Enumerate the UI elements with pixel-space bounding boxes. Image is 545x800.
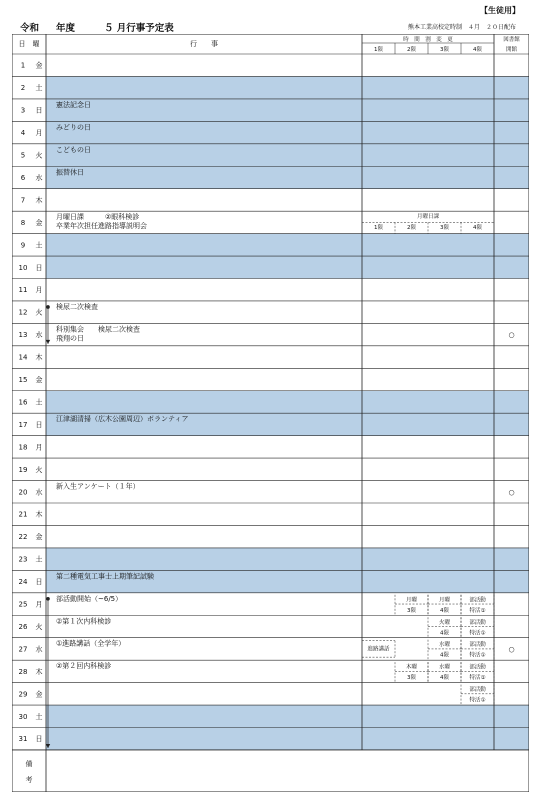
weekday: 月 <box>35 600 43 609</box>
weekday: 金 <box>35 61 43 70</box>
day-number: 27 <box>18 645 28 654</box>
time-change-header: 時 間 割 変 更 <box>403 37 453 43</box>
schedule-change-subject: 水曜 <box>438 642 451 649</box>
day-number: 18 <box>18 443 28 452</box>
day-number: 24 <box>18 578 28 587</box>
weekday: 水 <box>35 331 43 340</box>
weekday: 土 <box>35 241 43 250</box>
day-number: 20 <box>18 488 28 497</box>
weekday: 日 <box>35 735 43 744</box>
event-text: 憲法記念日 <box>56 100 91 109</box>
day-number: 10 <box>18 263 28 272</box>
day-number: 6 <box>20 173 26 182</box>
day-number: 17 <box>18 420 28 429</box>
event-text: 江津湖清掃（広木公園周辺）ボランティア <box>56 415 189 424</box>
weekday: 月 <box>35 129 43 138</box>
event-text: 新入生アンケート（１年） <box>56 482 140 491</box>
weekday: 火 <box>35 151 43 160</box>
weekday: 木 <box>35 196 43 205</box>
day-number: 9 <box>20 241 26 250</box>
schedule-change-period: 3限 <box>440 225 449 232</box>
weekday: 水 <box>35 488 43 497</box>
day-number: 19 <box>18 465 28 474</box>
period-header: 1限 <box>374 47 383 53</box>
day-number: 12 <box>18 308 28 317</box>
weekday: 水 <box>35 645 43 654</box>
day-number: 3 <box>20 106 26 115</box>
weekday: 土 <box>35 398 43 407</box>
day-number: 1 <box>20 61 26 70</box>
day-number: 14 <box>18 353 28 362</box>
weekday: 火 <box>35 308 43 317</box>
day-header: 日 曜 <box>18 40 40 48</box>
schedule-change-period: 特活① <box>469 630 486 637</box>
library-open-mark: ○ <box>508 645 515 654</box>
weekday: 金 <box>35 533 43 542</box>
day-number: 29 <box>18 690 28 699</box>
period-header: 4限 <box>473 47 482 53</box>
day-number: 7 <box>20 196 26 205</box>
day-number: 30 <box>18 712 28 721</box>
schedule-change-subject: 部活動 <box>469 642 486 649</box>
event-text: 卒業年次担任進路指導説明会 <box>56 222 147 231</box>
weekday: 木 <box>35 353 43 362</box>
schedule-change-subject: 月曜 <box>438 597 451 604</box>
period-header: 3限 <box>440 47 449 53</box>
weekday: 木 <box>35 510 43 519</box>
page-title: ５ 月行事予定表 <box>104 23 174 34</box>
weekday: 木 <box>35 667 43 676</box>
year-label: 年度 <box>56 23 76 34</box>
schedule-change-period: 4限 <box>440 607 449 614</box>
schedule-table <box>12 34 529 792</box>
weekday: 土 <box>35 555 43 564</box>
weekday: 月 <box>35 443 43 452</box>
event-text: ②第１次内科検診 <box>56 617 112 626</box>
day-number: 23 <box>18 555 28 564</box>
event-text: 科別集会 検尿二次検査 <box>56 325 140 334</box>
holiday-row-shade <box>46 144 529 166</box>
schedule-change-period: 1限 <box>374 225 383 232</box>
day-number: 25 <box>18 600 28 609</box>
schedule-change-subject: 水曜 <box>438 664 451 671</box>
holiday-row-shade <box>46 166 529 188</box>
weekday: 土 <box>35 84 43 93</box>
holiday-row-shade <box>46 728 529 750</box>
schedule-change-period: 3限 <box>407 675 416 682</box>
weekday: 土 <box>35 712 43 721</box>
day-number: 26 <box>18 622 28 631</box>
schedule-change-title: 月曜日課 <box>416 214 440 221</box>
schedule-change-period: 特活① <box>469 675 486 682</box>
era-label: 令和 <box>20 23 40 34</box>
remarks-label: 備 <box>25 759 33 768</box>
library-open-header: 開館 <box>505 47 518 53</box>
schedule-change-period: 4限 <box>440 630 449 637</box>
weekday: 水 <box>35 173 43 182</box>
distribution-date: ４月 ２０日配布 <box>468 24 517 31</box>
day-number: 4 <box>20 129 26 138</box>
weekday: 金 <box>35 376 43 385</box>
remarks-label: 考 <box>25 775 33 784</box>
period-header: 2限 <box>407 47 416 53</box>
schedule-grid <box>12 34 529 792</box>
weekday: 火 <box>35 465 43 474</box>
schedule-change-subject: 部活動 <box>469 687 486 694</box>
event-text: ①進路講話（全学年） <box>56 639 126 648</box>
weekday: 金 <box>35 218 43 227</box>
holiday-row-shade <box>46 76 529 98</box>
audience-label: 【生徒用】 <box>480 6 520 15</box>
holiday-row-shade <box>46 99 529 121</box>
event-text: 部活動開始（~6/5） <box>56 594 123 603</box>
weekday: 金 <box>35 690 43 699</box>
day-number: 13 <box>18 331 28 340</box>
day-number: 22 <box>18 533 28 542</box>
event-text: ②第２回内科検診 <box>56 662 112 671</box>
event-text: 検尿二次検査 <box>56 302 98 311</box>
weekday: 日 <box>35 420 43 429</box>
schedule-change-period: 3限 <box>407 607 416 614</box>
school-name: 熊本工業高校定時制 <box>408 24 463 31</box>
schedule-change-period: 4限 <box>473 225 482 232</box>
event-text: 月曜日課 ②眼科検診 <box>56 213 140 222</box>
schedule-change-period: 特活① <box>469 607 486 614</box>
schedule-change-period: 4限 <box>440 652 449 659</box>
day-number: 2 <box>20 84 26 93</box>
schedule-change-subject: 進路講話 <box>367 646 390 653</box>
schedule-change-subject: 部活動 <box>469 619 486 626</box>
weekday: 火 <box>35 622 43 631</box>
event-text: 第二種電気工事士上期筆記試験 <box>56 572 154 581</box>
schedule-change-subject: 部活動 <box>469 597 486 604</box>
event-text: 飛翔の日 <box>56 334 84 343</box>
weekday: 日 <box>35 263 43 272</box>
holiday-row-shade <box>46 548 529 570</box>
schedule-change-subject: 木曜 <box>405 664 418 671</box>
weekday: 月 <box>35 286 43 295</box>
period-arrow-head <box>46 340 50 344</box>
schedule-change-subject: 部活動 <box>469 664 486 671</box>
day-number: 16 <box>18 398 28 407</box>
events-header: 行 事 <box>190 40 218 48</box>
holiday-row-shade <box>46 391 529 413</box>
day-number: 15 <box>18 376 28 385</box>
holiday-row-shade <box>46 234 529 256</box>
schedule-change-period: 2限 <box>407 225 416 232</box>
schedule-change-subject: 火曜 <box>438 619 451 626</box>
day-number: 28 <box>18 667 28 676</box>
day-number: 31 <box>18 735 28 744</box>
library-open-mark: ○ <box>508 331 515 340</box>
school-info <box>408 22 516 31</box>
day-number: 5 <box>20 151 26 160</box>
event-text: 振替休日 <box>56 168 84 177</box>
weekday: 日 <box>35 106 43 115</box>
holiday-row-shade <box>46 256 529 278</box>
holiday-row-shade <box>46 705 529 727</box>
holiday-row-shade <box>46 121 529 143</box>
weekday: 日 <box>35 578 43 587</box>
schedule-change-period: 4限 <box>440 675 449 682</box>
schedule-change-subject: 月曜 <box>405 597 418 604</box>
schedule-change-period: 特活① <box>469 652 486 659</box>
event-text: みどりの日 <box>56 123 91 132</box>
event-text: こどもの日 <box>56 145 91 154</box>
library-header: 図書館 <box>503 37 520 43</box>
schedule-change-period: 特活① <box>469 697 486 704</box>
day-number: 11 <box>18 286 28 295</box>
day-number: 21 <box>18 510 28 519</box>
library-open-mark: ○ <box>508 488 515 497</box>
day-number: 8 <box>20 218 26 227</box>
